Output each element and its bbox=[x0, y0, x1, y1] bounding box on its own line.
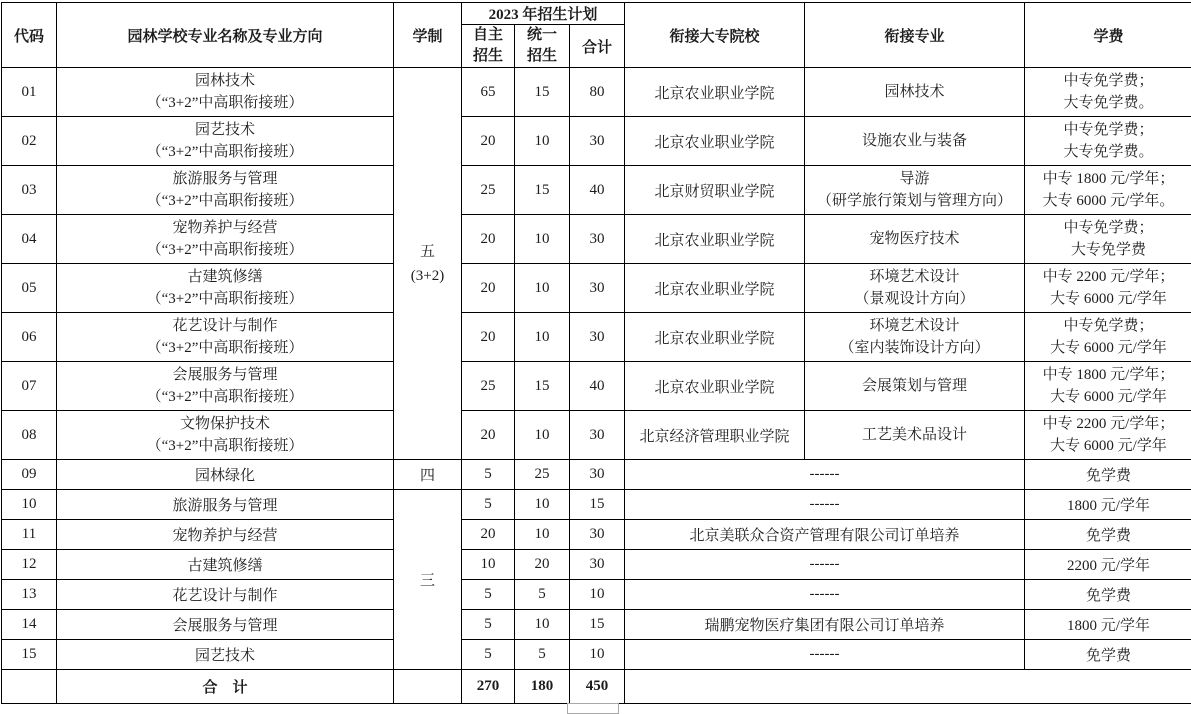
unified-enroll-cell: 10 bbox=[515, 610, 570, 640]
link-major-line-2: （研学旅行策划与管理方向） bbox=[807, 190, 1022, 212]
code-cell: 09 bbox=[2, 460, 57, 490]
link-major-cell bbox=[805, 313, 1025, 362]
college-major-merged-cell: 瑞鹏宠物医疗集团有限公司订单培养 bbox=[625, 610, 1025, 640]
self-enroll-cell: 5 bbox=[462, 640, 515, 670]
major-line-1: 旅游服务与管理 bbox=[59, 168, 391, 190]
tuition-line-1: 中专 1800 元/学年； bbox=[1027, 364, 1190, 386]
code-cell: 15 bbox=[2, 640, 57, 670]
major-cell bbox=[57, 117, 394, 166]
tuition-cell: 免学费 bbox=[1025, 640, 1191, 670]
table-row bbox=[2, 520, 1191, 550]
code-cell: 14 bbox=[2, 610, 57, 640]
total-cell: 30 bbox=[570, 313, 625, 362]
link-major-line-1: 工艺美术品设计 bbox=[807, 424, 1022, 446]
table-row bbox=[2, 166, 1191, 215]
major-cell: 园林绿化 bbox=[57, 460, 394, 490]
major-line-2: （“3+2”中高职衔接班） bbox=[59, 190, 391, 212]
tuition-line-1: 中专免学费； bbox=[1027, 70, 1190, 92]
self-enroll-cell: 5 bbox=[462, 610, 515, 640]
tuition-cell bbox=[1025, 117, 1191, 166]
footer-right-empty-cell bbox=[625, 670, 1191, 704]
link-major-cell bbox=[805, 166, 1025, 215]
self-enroll-cell: 20 bbox=[462, 411, 515, 460]
tuition-cell bbox=[1025, 411, 1191, 460]
unified-enroll-cell: 10 bbox=[515, 264, 570, 313]
header-code: 代码 bbox=[2, 3, 57, 68]
tuition-cell bbox=[1025, 313, 1191, 362]
table-row bbox=[2, 411, 1191, 460]
tuition-cell: 免学费 bbox=[1025, 580, 1191, 610]
unified-enroll-cell: 10 bbox=[515, 411, 570, 460]
duration-three-cell: 三 bbox=[394, 490, 462, 670]
table-row bbox=[2, 580, 1191, 610]
code-cell: 08 bbox=[2, 411, 57, 460]
college-cell: 北京农业职业学院 bbox=[625, 264, 805, 313]
college-cell: 北京农业职业学院 bbox=[625, 68, 805, 117]
total-cell: 10 bbox=[570, 580, 625, 610]
tuition-cell: 1800 元/学年 bbox=[1025, 610, 1191, 640]
tuition-cell bbox=[1025, 264, 1191, 313]
tuition-line-1: 中专 1800 元/学年； bbox=[1027, 168, 1190, 190]
major-line-2: （“3+2”中高职衔接班） bbox=[59, 239, 391, 261]
header-plan-group-label: 2023 年招生计划 bbox=[489, 7, 598, 23]
unified-enroll-cell: 15 bbox=[515, 166, 570, 215]
major-cell: 花艺设计与制作 bbox=[57, 580, 394, 610]
tuition-line-1: 中专 2200 元/学年； bbox=[1027, 266, 1190, 288]
total-cell: 30 bbox=[570, 550, 625, 580]
college-major-merged-cell: ------ bbox=[625, 490, 1025, 520]
table-row bbox=[2, 362, 1191, 411]
unified-enroll-cell: 10 bbox=[515, 490, 570, 520]
header-plan-group bbox=[462, 3, 625, 25]
link-major-line-2: （室内装饰设计方向） bbox=[807, 337, 1022, 359]
major-line-1: 花艺设计与制作 bbox=[59, 315, 391, 337]
major-line-1: 园艺技术 bbox=[59, 119, 391, 141]
table-row bbox=[2, 68, 1191, 117]
code-cell: 13 bbox=[2, 580, 57, 610]
major-cell bbox=[57, 362, 394, 411]
self-enroll-cell: 5 bbox=[462, 460, 515, 490]
major-cell bbox=[57, 68, 394, 117]
footer-unified-total-cell: 180 bbox=[515, 670, 570, 704]
code-cell: 06 bbox=[2, 313, 57, 362]
tuition-line-2: 大专 6000 元/学年 bbox=[1027, 337, 1190, 359]
unified-enroll-cell: 10 bbox=[515, 215, 570, 264]
footer-row bbox=[2, 670, 1191, 704]
self-enroll-cell: 20 bbox=[462, 313, 515, 362]
code-cell: 07 bbox=[2, 362, 57, 411]
self-enroll-cell: 5 bbox=[462, 490, 515, 520]
total-cell: 40 bbox=[570, 362, 625, 411]
total-cell: 30 bbox=[570, 117, 625, 166]
code-cell: 01 bbox=[2, 68, 57, 117]
code-cell: 11 bbox=[2, 520, 57, 550]
self-enroll-cell: 20 bbox=[462, 215, 515, 264]
tuition-cell: 2200 元/学年 bbox=[1025, 550, 1191, 580]
major-cell bbox=[57, 411, 394, 460]
unified-enroll-cell: 15 bbox=[515, 68, 570, 117]
major-line-2: （“3+2”中高职衔接班） bbox=[59, 92, 391, 114]
link-major-line-1: 环境艺术设计 bbox=[807, 266, 1022, 288]
major-cell: 古建筑修缮 bbox=[57, 550, 394, 580]
self-enroll-cell: 25 bbox=[462, 362, 515, 411]
major-line-1: 宠物养护与经营 bbox=[59, 217, 391, 239]
tuition-line-2: 大专 6000 元/学年。 bbox=[1027, 190, 1190, 212]
college-major-merged-cell: ------ bbox=[625, 460, 1025, 490]
tuition-cell: 免学费 bbox=[1025, 520, 1191, 550]
link-major-line-1: 宠物医疗技术 bbox=[807, 228, 1022, 250]
tuition-line-1: 中专 2200 元/学年； bbox=[1027, 413, 1190, 435]
college-cell: 北京农业职业学院 bbox=[625, 313, 805, 362]
major-line-1: 文物保护技术 bbox=[59, 413, 391, 435]
header-total: 合计 bbox=[570, 25, 625, 68]
header-major: 园林学校专业名称及专业方向 bbox=[57, 3, 394, 68]
college-cell: 北京经济管理职业学院 bbox=[625, 411, 805, 460]
link-major-cell bbox=[805, 215, 1025, 264]
tuition-cell: 1800 元/学年 bbox=[1025, 490, 1191, 520]
table-row bbox=[2, 490, 1191, 520]
total-cell: 15 bbox=[570, 610, 625, 640]
self-enroll-cell: 25 bbox=[462, 166, 515, 215]
link-major-line-1: 导游 bbox=[807, 168, 1022, 190]
major-line-2: （“3+2”中高职衔接班） bbox=[59, 386, 391, 408]
major-cell: 会展服务与管理 bbox=[57, 610, 394, 640]
tuition-line-2: 大专免学费。 bbox=[1027, 92, 1190, 114]
self-enroll-cell: 20 bbox=[462, 520, 515, 550]
major-line-2: （“3+2”中高职衔接班） bbox=[59, 337, 391, 359]
major-line-1: 园林技术 bbox=[59, 70, 391, 92]
tuition-line-2: 大专 6000 元/学年 bbox=[1027, 386, 1190, 408]
page bbox=[0, 2, 1191, 707]
unified-enroll-cell: 10 bbox=[515, 520, 570, 550]
tuition-cell bbox=[1025, 166, 1191, 215]
tuition-line-2: 大专 6000 元/学年 bbox=[1027, 435, 1190, 457]
duration-five-line-1: 五 bbox=[396, 240, 459, 264]
major-cell bbox=[57, 166, 394, 215]
table-row bbox=[2, 313, 1191, 362]
self-enroll-cell: 10 bbox=[462, 550, 515, 580]
college-cell: 北京农业职业学院 bbox=[625, 117, 805, 166]
total-cell: 40 bbox=[570, 166, 625, 215]
total-cell: 30 bbox=[570, 460, 625, 490]
college-major-merged-cell: 北京美联众合资产管理有限公司订单培养 bbox=[625, 520, 1025, 550]
header-link-major: 衔接专业 bbox=[805, 3, 1025, 68]
tuition-cell: 免学费 bbox=[1025, 460, 1191, 490]
unified-enroll-cell: 25 bbox=[515, 460, 570, 490]
footer-grand-total-cell: 450 bbox=[570, 670, 625, 704]
total-cell: 30 bbox=[570, 520, 625, 550]
header-tuition: 学费 bbox=[1025, 3, 1191, 68]
college-major-merged-cell: ------ bbox=[625, 580, 1025, 610]
link-major-cell bbox=[805, 411, 1025, 460]
table-row bbox=[2, 610, 1191, 640]
header-self-line-2: 招生 bbox=[464, 46, 512, 67]
unified-enroll-cell: 15 bbox=[515, 362, 570, 411]
tuition-line-1: 中专免学费； bbox=[1027, 315, 1190, 337]
duration-four-cell: 四 bbox=[394, 460, 462, 490]
unified-enroll-cell: 10 bbox=[515, 313, 570, 362]
college-major-merged-cell: ------ bbox=[625, 640, 1025, 670]
link-major-line-1: 园林技术 bbox=[807, 81, 1022, 103]
code-cell: 02 bbox=[2, 117, 57, 166]
unified-enroll-cell: 5 bbox=[515, 580, 570, 610]
link-major-cell bbox=[805, 117, 1025, 166]
table-row bbox=[2, 215, 1191, 264]
code-cell: 05 bbox=[2, 264, 57, 313]
header-row-1 bbox=[2, 3, 1191, 25]
unified-enroll-cell: 10 bbox=[515, 117, 570, 166]
code-cell: 03 bbox=[2, 166, 57, 215]
major-cell bbox=[57, 264, 394, 313]
code-cell: 04 bbox=[2, 215, 57, 264]
link-major-line-1: 环境艺术设计 bbox=[807, 315, 1022, 337]
tuition-cell bbox=[1025, 362, 1191, 411]
total-cell: 15 bbox=[570, 490, 625, 520]
header-self-line-1: 自主 bbox=[464, 25, 512, 46]
link-major-cell bbox=[805, 362, 1025, 411]
total-cell: 10 bbox=[570, 640, 625, 670]
self-enroll-cell: 5 bbox=[462, 580, 515, 610]
college-cell: 北京农业职业学院 bbox=[625, 215, 805, 264]
tuition-line-1: 中专免学费； bbox=[1027, 217, 1190, 239]
self-enroll-cell: 65 bbox=[462, 68, 515, 117]
major-cell: 旅游服务与管理 bbox=[57, 490, 394, 520]
code-cell: 10 bbox=[2, 490, 57, 520]
major-line-2: （“3+2”中高职衔接班） bbox=[59, 435, 391, 457]
tuition-line-2: 大专 6000 元/学年 bbox=[1027, 288, 1190, 310]
self-enroll-cell: 20 bbox=[462, 264, 515, 313]
duration-five-line-2: (3+2) bbox=[396, 264, 459, 288]
duration-five-cell bbox=[394, 68, 462, 460]
link-major-line-2: （景观设计方向） bbox=[807, 288, 1022, 310]
tuition-line-1: 中专免学费； bbox=[1027, 119, 1190, 141]
unified-enroll-cell: 5 bbox=[515, 640, 570, 670]
total-cell: 30 bbox=[570, 411, 625, 460]
footer-duration-empty-cell bbox=[394, 670, 462, 704]
major-cell: 宠物养护与经营 bbox=[57, 520, 394, 550]
link-major-line-1: 设施农业与装备 bbox=[807, 130, 1022, 152]
table-row bbox=[2, 460, 1191, 490]
major-line-1: 古建筑修缮 bbox=[59, 266, 391, 288]
unified-enroll-cell: 20 bbox=[515, 550, 570, 580]
header-college: 衔接大专院校 bbox=[625, 3, 805, 68]
footer-label-cell: 合 计 bbox=[57, 670, 394, 704]
college-cell: 北京财贸职业学院 bbox=[625, 166, 805, 215]
header-duration: 学制 bbox=[394, 3, 462, 68]
tuition-line-2: 大专免学费。 bbox=[1027, 141, 1190, 163]
major-cell bbox=[57, 215, 394, 264]
major-line-1: 会展服务与管理 bbox=[59, 364, 391, 386]
college-major-merged-cell: ------ bbox=[625, 550, 1025, 580]
header-unified-line-2: 招生 bbox=[517, 46, 567, 67]
table-row bbox=[2, 550, 1191, 580]
total-cell: 30 bbox=[570, 215, 625, 264]
table-row bbox=[2, 117, 1191, 166]
major-cell bbox=[57, 313, 394, 362]
link-major-cell bbox=[805, 68, 1025, 117]
table-row bbox=[2, 264, 1191, 313]
major-line-2: （“3+2”中高职衔接班） bbox=[59, 288, 391, 310]
header-self-enroll bbox=[462, 25, 515, 68]
table-row bbox=[2, 640, 1191, 670]
tuition-cell bbox=[1025, 68, 1191, 117]
tuition-cell bbox=[1025, 215, 1191, 264]
total-cell: 80 bbox=[570, 68, 625, 117]
self-enroll-cell: 20 bbox=[462, 117, 515, 166]
total-cell: 30 bbox=[570, 264, 625, 313]
link-major-cell bbox=[805, 264, 1025, 313]
major-line-2: （“3+2”中高职衔接班） bbox=[59, 141, 391, 163]
code-cell: 12 bbox=[2, 550, 57, 580]
header-unified-enroll bbox=[515, 25, 570, 68]
major-cell: 园艺技术 bbox=[57, 640, 394, 670]
college-cell: 北京农业职业学院 bbox=[625, 362, 805, 411]
tuition-line-2: 大专免学费 bbox=[1027, 239, 1190, 261]
header-unified-line-1: 统一 bbox=[517, 25, 567, 46]
link-major-line-1: 会展策划与管理 bbox=[807, 375, 1022, 397]
footer-code-empty-cell bbox=[2, 670, 57, 704]
enrollment-plan-table bbox=[1, 2, 1191, 704]
footer-self-total-cell: 270 bbox=[462, 670, 515, 704]
